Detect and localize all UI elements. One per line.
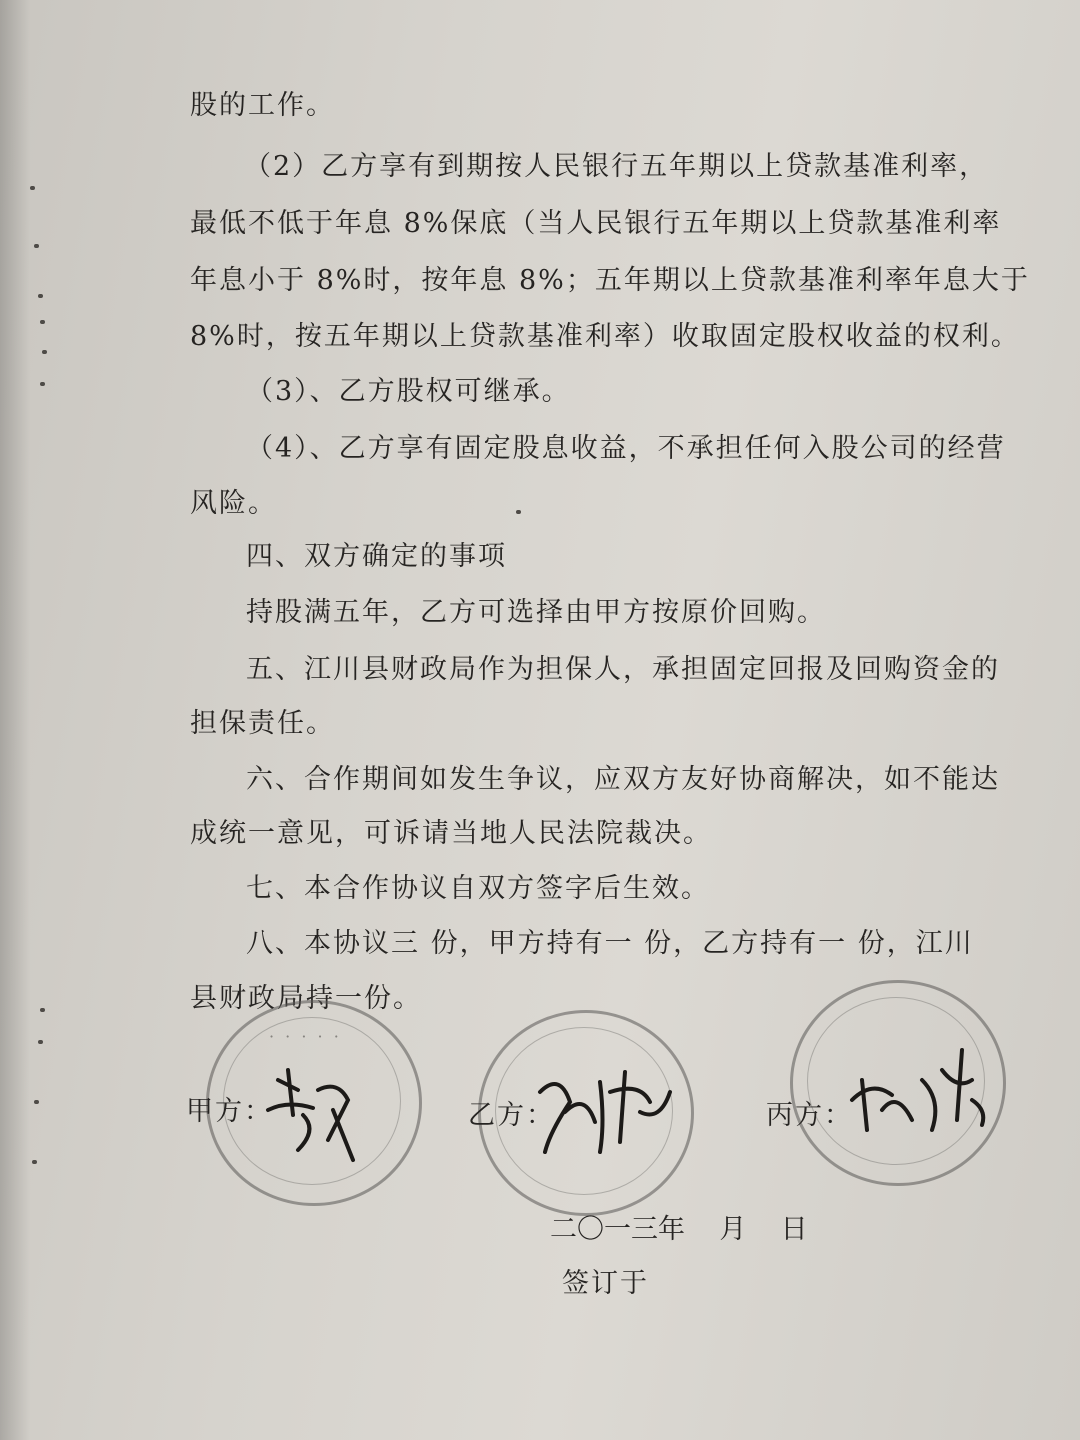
signed-at-label: 签订于 [562,1268,649,1299]
party-c-label: 丙方： [766,1100,853,1131]
text-line: 股的工作。 [190,90,335,121]
text-line: 担保责任。 [190,708,335,739]
binding-mark [40,1008,45,1012]
text-line: （2）乙方享有到期按人民银行五年期以上贷款基准利率， [244,151,989,182]
section-heading: 四、双方确定的事项 [246,541,507,572]
signature-party-a [258,1060,368,1170]
binding-mark [34,1100,39,1104]
text-line: 持股满五年，乙方可选择由甲方按原价回购。 [246,597,826,628]
binding-mark [34,244,39,248]
binding-mark [38,1040,43,1044]
text-line: 成统一意见，可诉请当地人民法院裁决。 [190,818,712,849]
text-line: 8%时，按五年期以上贷款基准利率）收取固定股权收益的权利。 [190,321,1020,352]
signature-party-c [842,1040,992,1140]
text-line: 六、合作期间如发生争议，应双方友好协商解决，如不能达 [246,764,1000,795]
signature-party-b [530,1062,680,1162]
seal-text-ring: · · · · · [269,1027,342,1046]
text-line: 最低不低于年息 8%保底（当人民银行五年期以上贷款基准利率 [190,208,1002,239]
binding-mark [42,350,47,354]
text-line: （4）、乙方享有固定股息收益，不承担任何入股公司的经营 [246,433,1006,464]
text-line: 年息小于 8%时，按年息 8%；五年期以上贷款基准利率年息大于 [190,265,1030,296]
binding-mark [40,382,45,386]
signing-date: 二〇一三年 月 日 [550,1214,808,1245]
binding-mark [40,320,45,324]
binding-mark [516,510,521,514]
page-shadow [0,0,30,1440]
text-line: 县财政局持一份。 [190,983,422,1014]
text-line: 五、江川县财政局作为担保人，承担固定回报及回购资金的 [246,654,1000,685]
binding-mark [38,294,43,298]
party-a-label: 甲方： [186,1096,273,1127]
party-b-label: 乙方： [468,1100,555,1131]
text-line: （3）、乙方股权可继承。 [246,376,571,407]
text-line: 七、本合作协议自双方签字后生效。 [246,873,710,904]
binding-mark [32,1160,37,1164]
binding-mark [30,186,35,190]
text-line: 风险。 [190,488,277,519]
text-line: 八、本协议三 份，甲方持有一 份，乙方持有一 份，江川 [246,928,974,959]
